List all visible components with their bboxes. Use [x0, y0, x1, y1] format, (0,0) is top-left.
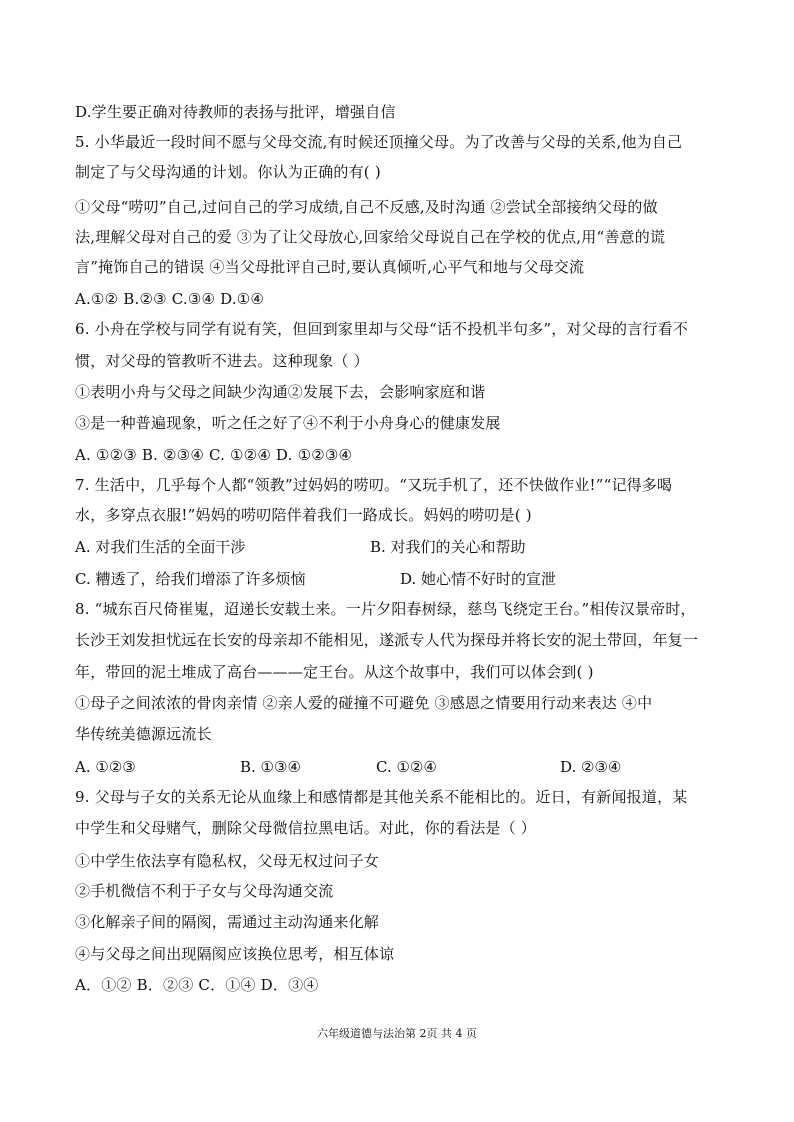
q8-stem-line-2: 长沙王刘发担忧远在长安的母亲却不能相见，遂派专人代为探母并将长安的泥土带回，年复一 [75, 631, 699, 649]
q7-stem-line-2: 水，多穿点衣服!”妈妈的唠叨陪伴着我们一路成长。妈妈的唠叨是( ) [75, 506, 532, 524]
q8-items-line-1: ①母子之间浓浓的骨肉亲情 ②亲人爱的碰撞不可避免 ③感恩之情要用行动来表达 ④中 [75, 694, 653, 712]
q5-items-line-1: ①父母“唠叨”自己,过问自己的学习成绩,自己不反感,及时沟通 ②尝试全部接纳父母的做 [75, 198, 658, 216]
q4-option-d: D.学生要正确对待教师的表扬与批评，增强自信 [75, 103, 396, 121]
q8-stem-line-1: 8. “城东百尺倚崔嵬，迢递长安载土来。一片夕阳春树绿，慈鸟飞绕定王台。”相传汉景帝时， [75, 600, 696, 618]
q9-item-2: ②手机微信不利于子女与父母沟通交流 [75, 882, 334, 900]
q7-option-d: D. 她心情不好时的宣泄 [400, 570, 557, 588]
q6-items-line-1: ①表明小舟与父母之间缺少沟通②发展下去，会影响家庭和谐 [75, 383, 486, 401]
q5-stem-line-1: 5. 小华最近一段时间不愿与父母交流,有时候还顶撞父母。为了改善与父母的关系,他为自己 [75, 133, 683, 151]
q7-option-c: C. 糟透了，给我们增添了许多烦恼 [75, 570, 306, 588]
q9-item-1: ①中学生依法享有隐私权，父母无权过问子女 [75, 852, 380, 870]
q8-option-a: A. ①②③ [75, 758, 136, 776]
q8-option-b: B. ①③④ [240, 758, 301, 776]
q7-option-a: A. 对我们生活的全面干涉 [75, 538, 246, 556]
q9-item-3: ③化解亲子间的隔阂，需通过主动沟通来化解 [75, 913, 380, 931]
q5-stem-line-2: 制定了与父母沟通的计划。你认为正确的有( ) [75, 163, 381, 181]
q9-options: A．①② B．②③ C．①④ D．③④ [75, 976, 319, 994]
q8-items-line-2: 华传统美德源远流长 [75, 725, 212, 743]
q8-option-c: C. ①②④ [376, 758, 437, 776]
q5-options: A.①② B.②③ C.③④ D.①④ [75, 290, 265, 308]
q9-stem-line-2: 中学生和父母赌气，删除父母微信拉黑电话。对此，你的看法是（ ） [75, 819, 536, 837]
q6-items-line-2: ③是一种普遍现象，听之任之好了④不利于小舟身心的健康发展 [75, 414, 501, 432]
q6-options: A. ①②③ B. ②③④ C. ①②④ D. ①②③④ [75, 446, 353, 464]
q6-stem-line-1: 6. 小舟在学校与同学有说有笑，但回到家里却与父母“话不投机半句多”，对父母的言行看不 [75, 320, 689, 338]
q9-stem-line-1: 9. 父母与子女的关系无论从血缘上和感情都是其他关系不能相比的。近日，有新闻报道，某 [75, 788, 688, 806]
q8-stem-line-3: 年，带回的泥土堆成了高台———定王台。从这个故事中，我们可以体会到( ) [75, 663, 594, 681]
q7-stem-line-1: 7. 生活中，几乎每个人都“领教”过妈妈的唠叨。“又玩手机了，还不快做作业!”“记得多喝 [75, 476, 673, 494]
q5-items-line-2: 法,理解父母对自己的爱 ③为了让父母放心,回家给父母说自己在学校的优点,用“善意的谎 [75, 228, 666, 246]
q7-option-b: B. 对我们的关心和帮助 [370, 538, 526, 556]
q6-stem-line-2: 惯，对父母的管教听不进去。这种现象（ ） [75, 352, 369, 370]
q8-option-d: D. ②③④ [560, 758, 622, 776]
q5-items-line-3: 言”掩饰自己的错误 ④当父母批评自己时,要认真倾听,心平气和地与父母交流 [75, 258, 585, 276]
page-footer: 六年级道德与法治第 2页 共 4 页 [317, 1027, 477, 1040]
q9-item-4: ④与父母之间出现隔阂应该换位思考，相互体谅 [75, 945, 395, 963]
